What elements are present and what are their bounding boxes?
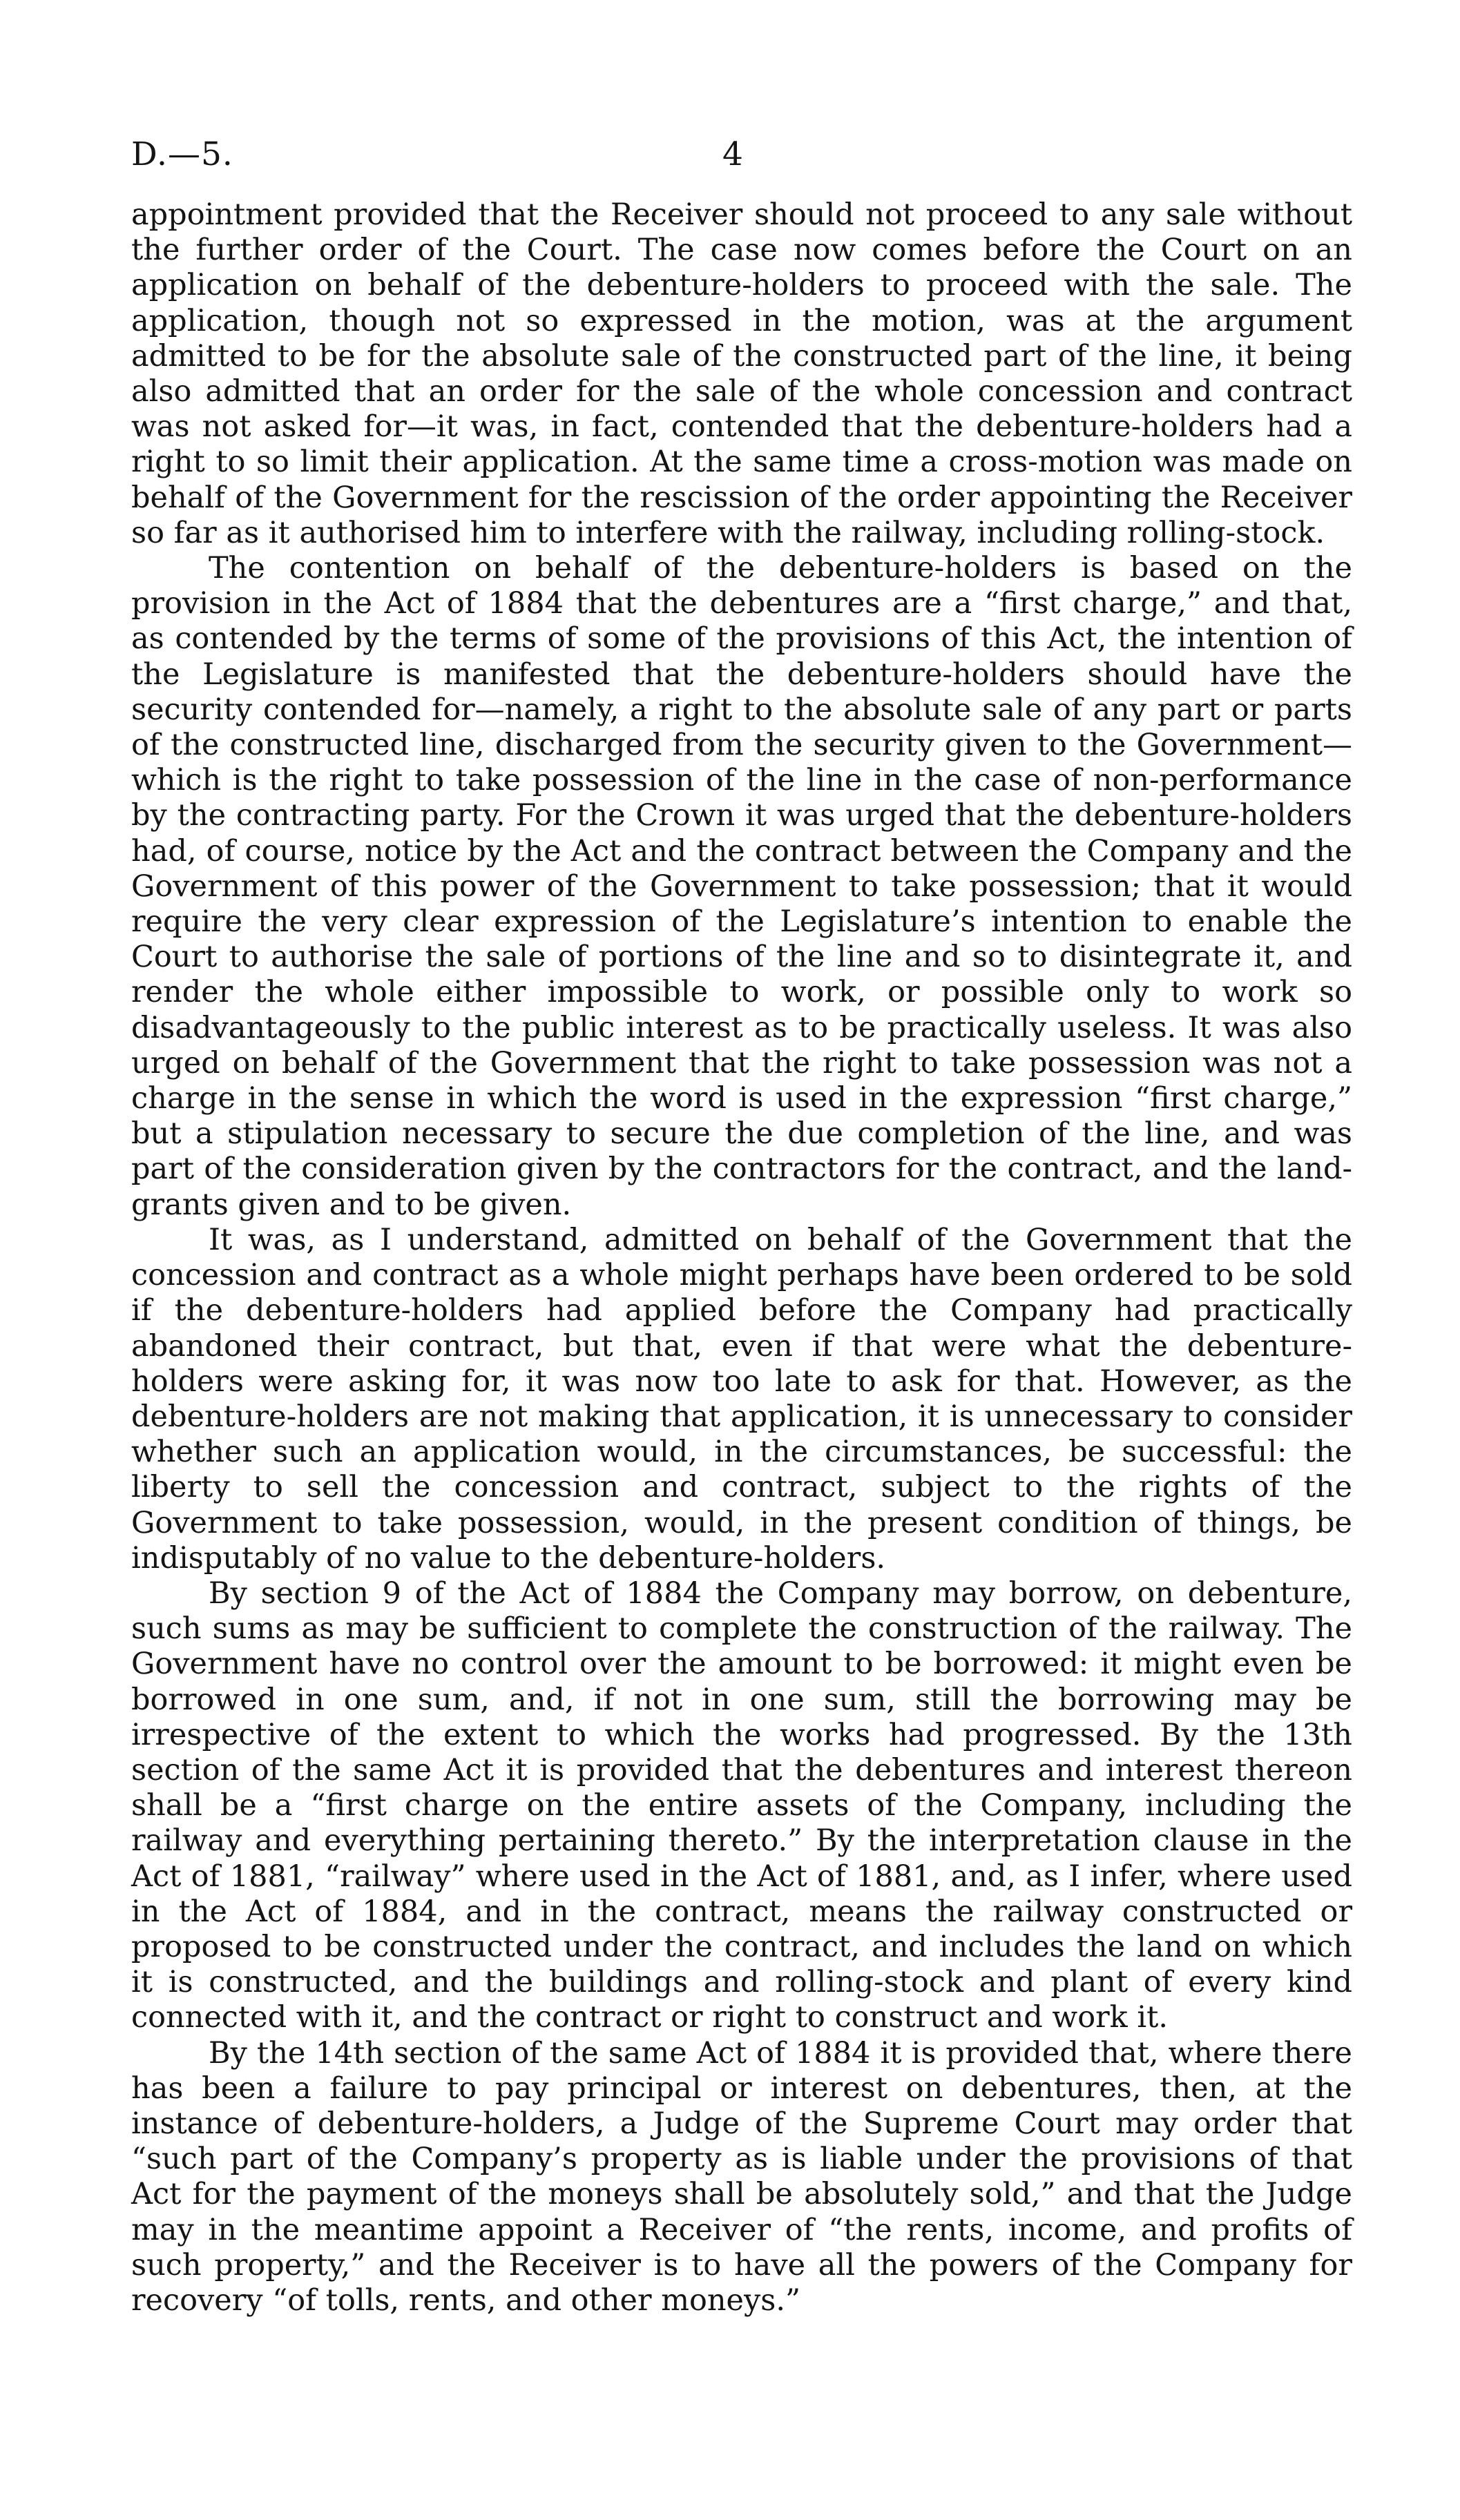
paragraph-1: appointment provided that the Receiver should not proceed to any sale without the further order of the Court. The case now comes before the Court on an application on behalf of the debenture-holders to proceed with the sale. The application, though not so expressed in the motion, was at the argument admitted to be for the absolute sale of the constructed part of the line, it being also admitted that an order for the sale of the whole concession and contract was not asked for—it was, in fact, contended that the debenture-holders had a right to so limit their application. At the same time a cross-motion was made on behalf of the Government for the rescission of the order appointing the Receiver so far as it authorised him to interfere with the railway, including rolling-stock. (131, 197, 1352, 550)
body-text (131, 197, 1352, 2318)
paragraph-4: By section 9 of the Act of 1884 the Company may borrow, on debenture, such sums as may be sufficient to complete the construction of the railway. The Government have no control over the amount to be borrowed: it might even be borrowed in one sum, and, if not in one sum, still the borrowing may be irrespective of the extent to which the works had progressed. By the 13th section of the same Act it is provided that the debentures and interest thereon shall be a “first charge on the entire assets of the Company, including the railway and everything pertaining thereto.” By the interpretation clause in the Act of 1881, “railway” where used in the Act of 1881, and, as I infer, where used in the Act of 1884, and in the contract, means the railway constructed or proposed to be constructed under the contract, and includes the land on which it is constructed, and the buildings and rolling-stock and plant of every kind connected with it, and the contract or right to construct and work it. (131, 1576, 1352, 2035)
paragraph-5: By the 14th section of the same Act of 1884 it is provided that, where there has been a failure to pay principal or interest on debentures, then, at the instance of debenture-holders, a Judge of the Supreme Court may order that “such part of the Company’s property as is liable under the provisions of that Act for the payment of the moneys shall be absolutely sold,” and that the Judge may in the meantime appoint a Receiver of “the rents, income, and profits of such property,” and the Receiver is to have all the powers of the Company for recovery “of tolls, rents, and other moneys.” (131, 2035, 1352, 2318)
paragraph-3: It was, as I understand, admitted on behalf of the Government that the concession and contract as a whole might perhaps have been ordered to be sold if the debenture-holders had applied before the Company had practically abandoned their contract, but that, even if that were what the debenture-holders were asking for, it was now too late to ask for that. However, as the debenture-holders are not making that application, it is unnecessary to consider whether such an application would, in the circumstances, be successful: the liberty to sell the concession and contract, subject to the rights of the Government to take possession, would, in the present condition of things, be indisputably of no value to the debenture-holders. (131, 1222, 1352, 1576)
document-reference: D.—5. (131, 135, 233, 173)
paragraph-2: The contention on behalf of the debenture-holders is based on the provision in the Act of 1884 that the debentures are a “first charge,” and that, as contended by the terms of some of the provisions of this Act, the intention of the Legislature is manifested that the debenture-holders should have the security contended for—namely, a right to the absolute sale of any part or parts of the constructed line, discharged from the security given to the Government—which is the right to take possession of the line in the case of non-performance by the contracting party. For the Crown it was urged that the debenture-holders had, of course, notice by the Act and the contract between the Company and the Government of this power of the Government to take possession; that it would require the very clear expression of the Legislature’s intention to enable the Court to authorise the sale of portions of the line and so to disintegrate it, and render the whole either impossible to work, or possible only to work so disadvantageously to the public interest as to be practically useless. It was also urged on behalf of the Government that the right to take possession was not a charge in the sense in which the word is used in the expression “first charge,” but a stipulation necessary to secure the due completion of the line, and was part of the consideration given by the contractors for the contract, and the land-grants given and to be given. (131, 551, 1352, 1222)
page-number: 4 (722, 135, 743, 173)
